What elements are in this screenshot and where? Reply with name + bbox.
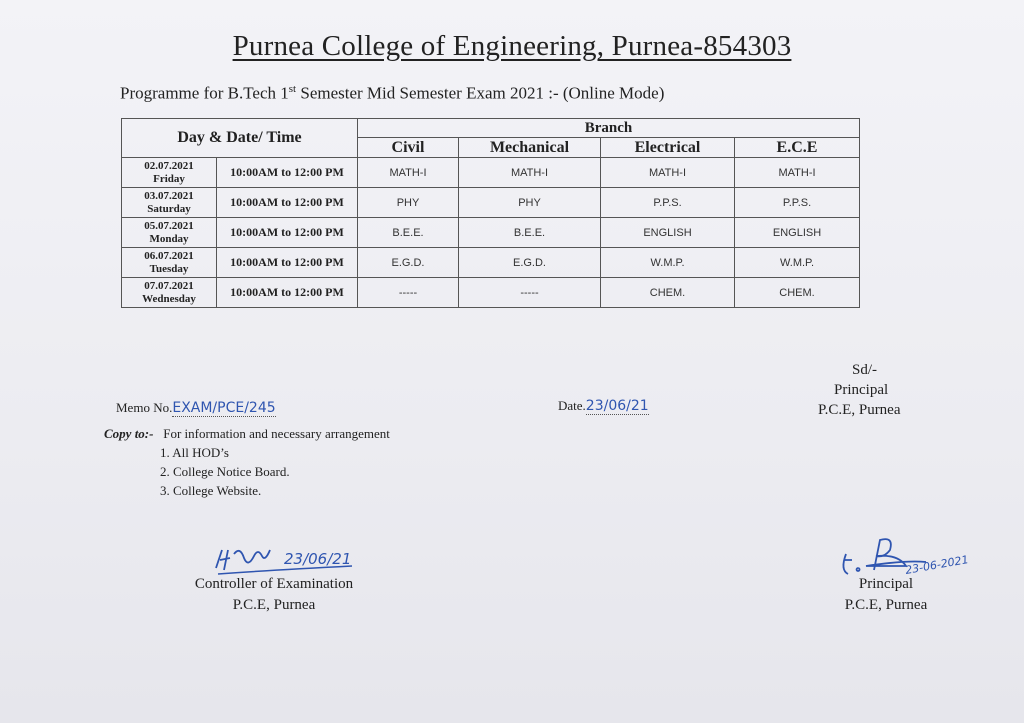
day-text: Wednesday xyxy=(142,292,196,305)
college-title: Purnea College of Engineering, Purnea-854303 xyxy=(232,30,792,62)
subtitle-text: Programme for B.Tech 1 xyxy=(120,83,289,103)
controller-signature-date: 23/06/21 xyxy=(284,550,352,568)
date-cell xyxy=(122,218,217,248)
subject-cell: P.P.S. xyxy=(601,188,735,218)
subject-cell: B.E.E. xyxy=(459,218,601,248)
subject-cell: ----- xyxy=(358,278,459,308)
subject-cell: MATH-I xyxy=(459,158,601,188)
column-header-ece: E.C.E xyxy=(735,138,860,158)
signoff-org: P.C.E, Purnea xyxy=(818,402,901,418)
exam-schedule-table xyxy=(121,118,860,308)
signoff-block xyxy=(818,360,901,420)
column-header-mechanical: Mechanical xyxy=(459,138,601,158)
table-row xyxy=(122,248,860,278)
subject-cell: ENGLISH xyxy=(735,218,860,248)
date-text: 07.07.2021 xyxy=(144,279,194,292)
list-item: 2. College Notice Board. xyxy=(160,464,290,479)
day-date-time-header: Day & Date/ Time xyxy=(122,119,358,158)
subject-cell: E.G.D. xyxy=(459,248,601,278)
day-text: Tuesday xyxy=(149,262,189,275)
subject-cell: PHY xyxy=(459,188,601,218)
controller-title: Controller of Examination xyxy=(194,576,354,592)
controller-block xyxy=(186,574,362,616)
date-label: Date. xyxy=(558,398,586,413)
time-cell: 10:00AM to 12:00 PM xyxy=(217,218,358,248)
principal-title: Principal xyxy=(858,576,914,592)
time-cell: 10:00AM to 12:00 PM xyxy=(217,188,358,218)
exam-subtitle xyxy=(120,83,664,104)
subtitle-superscript: st xyxy=(288,83,297,95)
principal-org: P.C.E, Purnea xyxy=(844,597,928,613)
principal-signature-date: 23-06-2021 xyxy=(904,553,970,577)
memo-number xyxy=(116,400,276,416)
day-text: Monday xyxy=(149,232,189,245)
memo-value: EXAM/PCE/245 xyxy=(172,400,276,416)
memo-date xyxy=(558,398,649,414)
subject-cell: ENGLISH xyxy=(601,218,735,248)
date-text: 05.07.2021 xyxy=(144,219,194,232)
date-value: 23/06/21 xyxy=(585,398,649,414)
day-text: Friday xyxy=(153,172,185,185)
date-cell xyxy=(122,248,217,278)
subject-cell: PHY xyxy=(358,188,459,218)
copy-to-label: Copy to:- xyxy=(104,426,154,441)
copy-to-list xyxy=(104,443,390,500)
date-text: 02.07.2021 xyxy=(144,159,194,172)
time-cell: 10:00AM to 12:00 PM xyxy=(217,248,358,278)
column-header-civil: Civil xyxy=(358,138,459,158)
subject-cell: W.M.P. xyxy=(601,248,735,278)
list-item: 3. College Website. xyxy=(160,483,262,498)
time-cell: 10:00AM to 12:00 PM xyxy=(217,158,358,188)
subject-cell: CHEM. xyxy=(601,278,735,308)
subject-cell: MATH-I xyxy=(601,158,735,188)
subject-cell: B.E.E. xyxy=(358,218,459,248)
table-row xyxy=(122,158,860,188)
date-cell xyxy=(122,278,217,308)
signoff-principal: Principal xyxy=(834,382,889,398)
branch-header: Branch xyxy=(358,119,860,138)
date-cell xyxy=(122,188,217,218)
table-row xyxy=(122,188,860,218)
subject-cell: MATH-I xyxy=(735,158,860,188)
subject-cell: E.G.D. xyxy=(358,248,459,278)
day-text: Saturday xyxy=(147,202,191,215)
subject-cell: MATH-I xyxy=(358,158,459,188)
controller-org: P.C.E, Purnea xyxy=(232,597,316,613)
subject-cell: W.M.P. xyxy=(735,248,860,278)
memo-label: Memo No. xyxy=(116,400,173,415)
copy-to-block xyxy=(104,424,390,500)
list-item: 1. All HOD’s xyxy=(160,445,229,460)
table-row xyxy=(122,278,860,308)
subtitle-text-rest: Semester Mid Semester Exam 2021 :- (Online Mode) xyxy=(296,83,665,103)
subject-cell: P.P.S. xyxy=(735,188,860,218)
column-header-electrical: Electrical xyxy=(601,138,735,158)
copy-to-text: For information and necessary arrangement xyxy=(163,426,390,441)
table-row xyxy=(122,218,860,248)
date-text: 06.07.2021 xyxy=(144,249,194,262)
subject-cell: CHEM. xyxy=(735,278,860,308)
subject-cell: ----- xyxy=(459,278,601,308)
date-cell xyxy=(122,158,217,188)
time-cell: 10:00AM to 12:00 PM xyxy=(217,278,358,308)
date-text: 03.07.2021 xyxy=(144,189,194,202)
principal-block xyxy=(838,574,934,616)
sd-line: Sd/- xyxy=(852,362,878,378)
